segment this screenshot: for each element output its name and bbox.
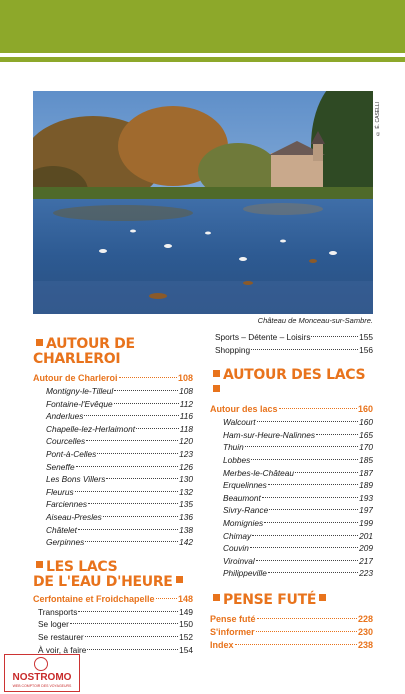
toc-entry[interactable]: Walcourt 160: [223, 417, 373, 428]
toc-entry[interactable]: Fontaine-l'Evêque 112: [46, 398, 193, 409]
toc-entry[interactable]: Philippeville 223: [223, 568, 373, 579]
section-title-pense-fute: PENSE FUTÉ: [210, 593, 373, 608]
photo-caption: Château de Monceau-sur-Sambre.: [257, 316, 373, 325]
top-color-rule: [0, 57, 405, 62]
toc-entry[interactable]: À voir, à faire 154: [38, 644, 193, 655]
toc-entry[interactable]: Se loger 150: [38, 619, 193, 630]
toc-heading-row[interactable]: S'informer 230: [210, 626, 373, 637]
toc-entry[interactable]: Couvin 209: [223, 543, 373, 554]
toc-entry[interactable]: Sports – Détente – Loisirs 155: [215, 332, 373, 342]
toc-entry[interactable]: Beaumont 193: [223, 492, 373, 503]
toc-entry[interactable]: Farciennes 135: [46, 499, 193, 510]
toc-right-column: [210, 332, 373, 653]
square-bullet-icon: [213, 594, 220, 601]
toc-entry[interactable]: Se restaurer 152: [38, 631, 193, 642]
photo-credit: © É. CASELLI: [375, 101, 381, 136]
toc-heading-row[interactable]: Autour de Charleroi 108: [33, 373, 193, 383]
square-bullet-icon: [36, 561, 43, 568]
toc-entry[interactable]: Fleurus 132: [46, 486, 193, 497]
toc-entry[interactable]: Thuin 170: [223, 442, 373, 453]
toc-heading-row[interactable]: Cerfontaine et Froidchapelle 148: [33, 593, 193, 604]
toc-entry[interactable]: Transports 149: [38, 606, 193, 617]
toc-entry[interactable]: Les Bons Villers 130: [46, 474, 193, 485]
toc-heading-row[interactable]: Autour des lacs 160: [210, 404, 373, 415]
toc-entry[interactable]: Courcelles 120: [46, 436, 193, 447]
toc-heading-row[interactable]: Index 238: [210, 639, 373, 650]
square-bullet-icon: [213, 385, 220, 392]
section-title-autour-des-lacs: AUTOUR DES LACS: [210, 368, 373, 398]
toc-entry[interactable]: Shopping 156: [215, 344, 373, 355]
toc-entry[interactable]: Sivry-Rance 197: [223, 505, 373, 516]
toc-entry[interactable]: Chimay 201: [223, 530, 373, 541]
square-bullet-icon: [213, 370, 220, 377]
section-title-autour-de-charleroi: AUTOUR DE CHARLEROI: [33, 336, 135, 367]
top-color-band: [0, 0, 405, 53]
section-title-les-lacs: LES LACS DE L'EAU D'HEURE: [33, 560, 193, 590]
nostromo-logo: NOSTROMO WEB COMPTOIR DES VOYAGEURS: [4, 654, 80, 692]
toc-entry[interactable]: Pont-à-Celles 123: [46, 448, 193, 459]
toc-entry[interactable]: Merbes-le-Château 187: [223, 467, 373, 478]
square-bullet-icon: [176, 576, 183, 583]
toc-entry[interactable]: Ham-sur-Heure-Nalinnes 165: [223, 429, 373, 440]
globe-icon: [34, 657, 48, 671]
square-bullet-icon: [36, 339, 43, 346]
toc-entry[interactable]: Momignies 199: [223, 517, 373, 528]
toc-entry[interactable]: Gerpinnes 142: [46, 537, 193, 548]
toc-left-column: [33, 332, 193, 657]
toc-entry[interactable]: Chapelle-lez-Herlaimont 118: [46, 423, 193, 434]
toc-entry[interactable]: Erquelinnes 189: [223, 480, 373, 491]
toc-heading-row[interactable]: Pense futé 228: [210, 613, 373, 624]
toc-entry[interactable]: Viroinval 217: [223, 555, 373, 566]
toc-entry[interactable]: Lobbes 185: [223, 454, 373, 465]
toc-entry[interactable]: Anderlues 116: [46, 411, 193, 422]
lake-castle-photo: [33, 91, 373, 314]
toc-entry[interactable]: Seneffe 126: [46, 461, 193, 472]
toc-entry[interactable]: Aiseau-Presles 136: [46, 511, 193, 522]
toc-entry[interactable]: Châtelet 138: [46, 524, 193, 535]
square-bullet-icon: [319, 594, 326, 601]
toc-entry[interactable]: Montigny-le-Tilleul 108: [46, 386, 193, 396]
